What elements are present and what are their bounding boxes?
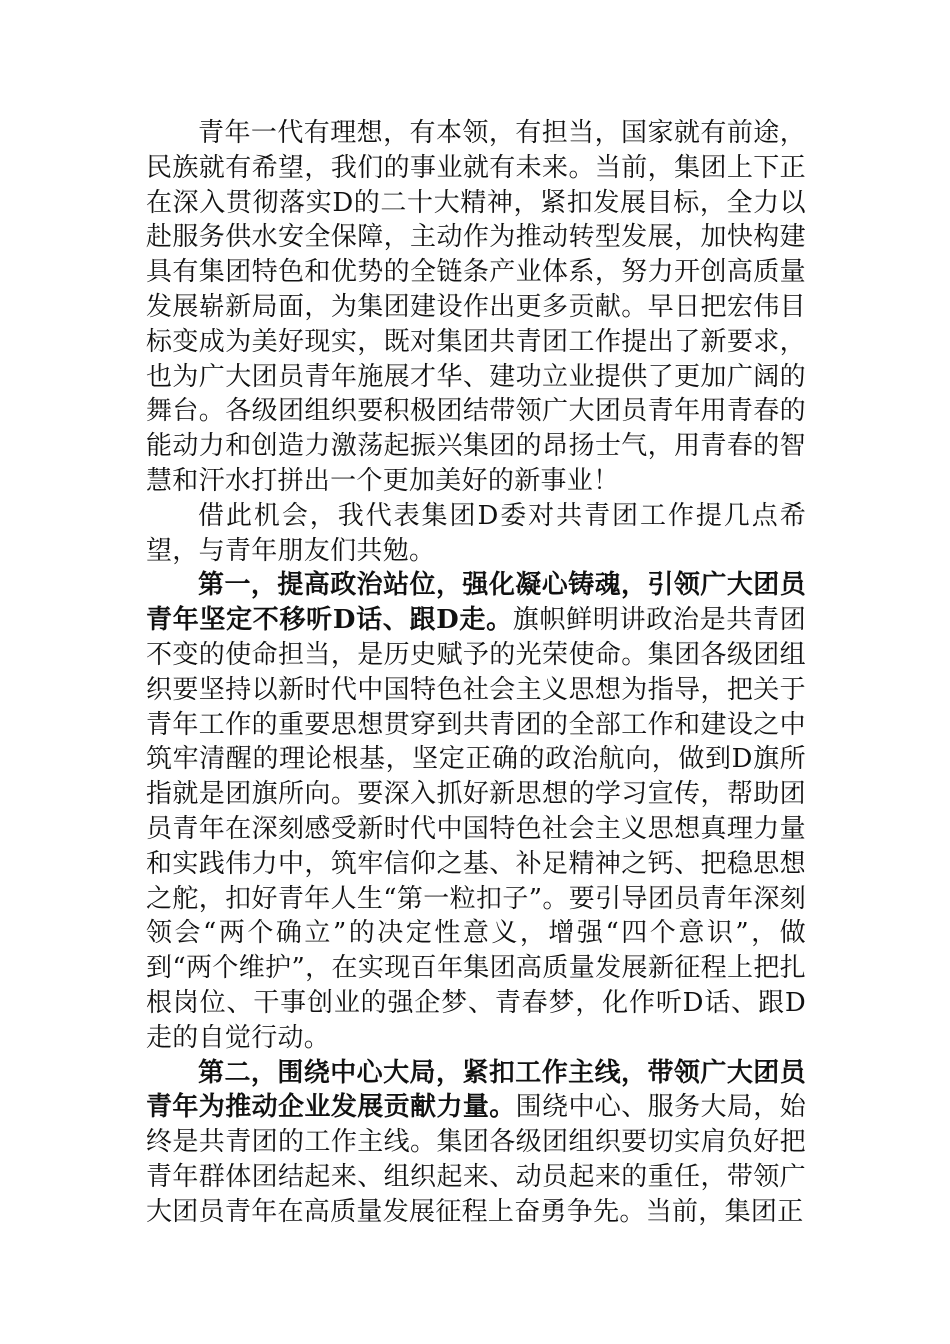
paragraph-wishes — [146, 499, 806, 569]
paragraph-point-two — [146, 1056, 806, 1230]
paragraph-point-one — [146, 568, 806, 1055]
paragraph-intro — [146, 116, 806, 499]
paragraph-text: 借此机会，我代表集团D委对共青团工作提几点希望，与青年朋友们共勉。 — [146, 500, 806, 566]
paragraph-text: 围绕中心、服务大局，始终是共青团的工作主线。集团各级团组织要切实肩负好把青年群体团结起来、组织起来、动员起来的重任，带领广大团员青年在高质量发展征程上奋勇争先。当前，集团正 — [146, 1092, 806, 1227]
paragraph-text: 青年一代有理想，有本领，有担当，国家就有前途，民族就有希望，我们的事业就有未来。当前，集团上下正在深入贯彻落实D的二十大精神，紧扣发展目标，全力以赴服务供水安全保障，主动作为推动转型发展，加快构建具有集团特色和优势的全链条产业体系，努力开创高质量发展崭新局面，为集团建设作出更多贡献。早日把宏伟目标变成为美好现实，既对集团共青团工作提出了新要求，也为广大团员青年施展才华、建功立业提供了更加广阔的舞台。各级团组织要积极团结带领广大团员青年用青春的能动力和创造力激荡起振兴集团的昂扬士气，用青春的智慧和汗水打拼出一个更加美好的新事业！ — [146, 118, 806, 496]
document-page — [146, 116, 806, 1230]
paragraph-heading: 第一，提高政治站位，强化凝心铸魂，引领广大团员青年坚定不移听D话、跟D走。 — [146, 570, 806, 636]
paragraph-text: 旗帜鲜明讲政治是共青团不变的使命担当，是历史赋予的光荣使命。集团各级团组织要坚持以新时代中国特色社会主义思想为指导，把关于青年工作的重要思想贯穿到共青团的全部工作和建设之中筑牢清醒的理论根基，坚定正确的政治航向，做到D旗所指就是团旗所向。要深入抓好新思想的学习宣传，帮助团员青年在深刻感受新时代中国特色社会主义思想真理力量和实践伟力中，筑牢信仰之基、补足精神之钙、把稳思想之舵，扣好青年人生“第一粒扣子”。要引导团员青年深刻领会“两个确立”的决定性意义，增强“四个意识”，做到“两个维护”，在实现百年集团高质量发展新征程上把扎根岗位、干事创业的强企梦、青春梦，化作听D话、跟D走的自觉行动。 — [146, 605, 806, 1053]
paragraph-heading: 第二，围绕中心大局，紧扣工作主线，带领广大团员青年为推动企业发展贡献力量。 — [146, 1057, 806, 1123]
